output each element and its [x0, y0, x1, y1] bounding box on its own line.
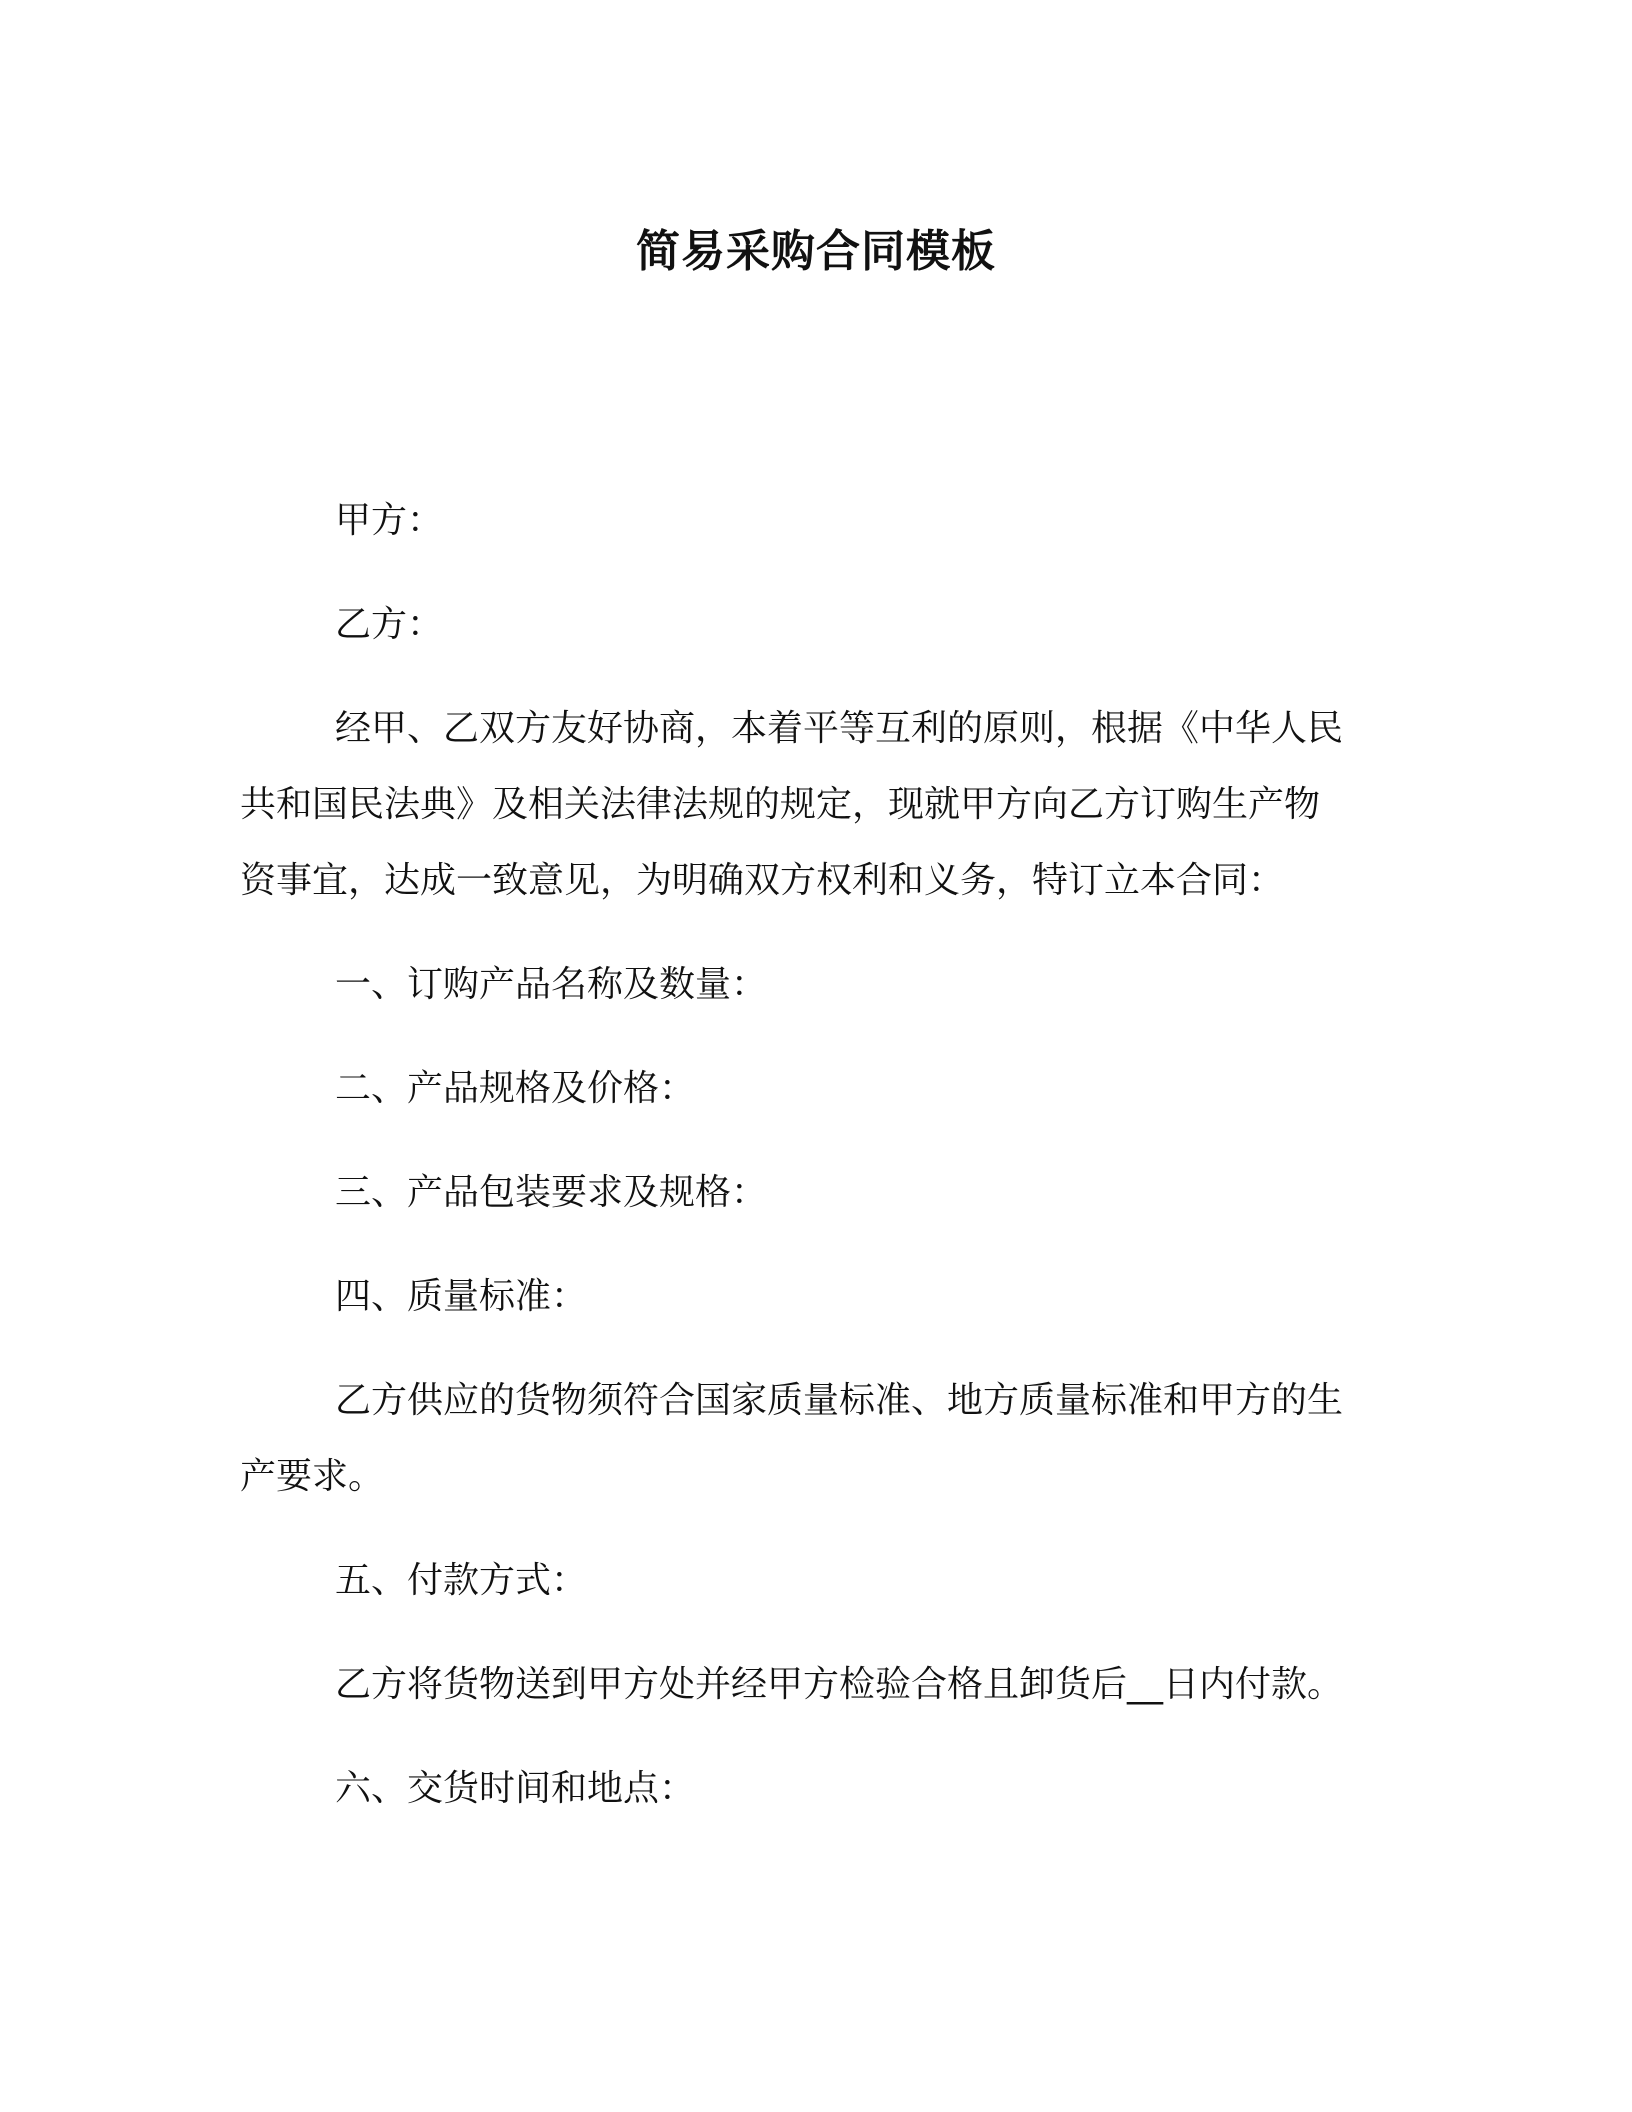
preamble-line-1: 经甲、乙双方友好协商，本着平等互利的原则，根据《中华人民 [335, 708, 1344, 749]
payment-text: 乙方将货物送到甲方处并经甲方检验合格且卸货后__日内付款。 [335, 1664, 1344, 1705]
quality-text-line-2: 产要求。 [240, 1456, 385, 1497]
section-5-heading: 五、付款方式： [335, 1560, 588, 1601]
preamble-line-3: 资事宜，达成一致意见，为明确双方权利和义务，特订立本合同： [240, 860, 1285, 901]
section-4-heading: 四、质量标准： [335, 1276, 588, 1317]
quality-text-line-1: 乙方供应的货物须符合国家质量标准、地方质量标准和甲方的生 [335, 1380, 1344, 1421]
party-b-label: 乙方： [335, 604, 444, 645]
section-2-heading: 二、产品规格及价格： [335, 1068, 696, 1109]
section-6-heading: 六、交货时间和地点： [335, 1768, 696, 1809]
preamble-line-2: 共和国民法典》及相关法律法规的规定，现就甲方向乙方订购生产物 [240, 784, 1321, 825]
party-a-label: 甲方： [335, 500, 444, 541]
section-3-heading: 三、产品包装要求及规格： [335, 1172, 768, 1213]
section-1-heading: 一、订购产品名称及数量： [335, 964, 768, 1005]
document-title: 简易采购合同模板 [636, 226, 996, 277]
